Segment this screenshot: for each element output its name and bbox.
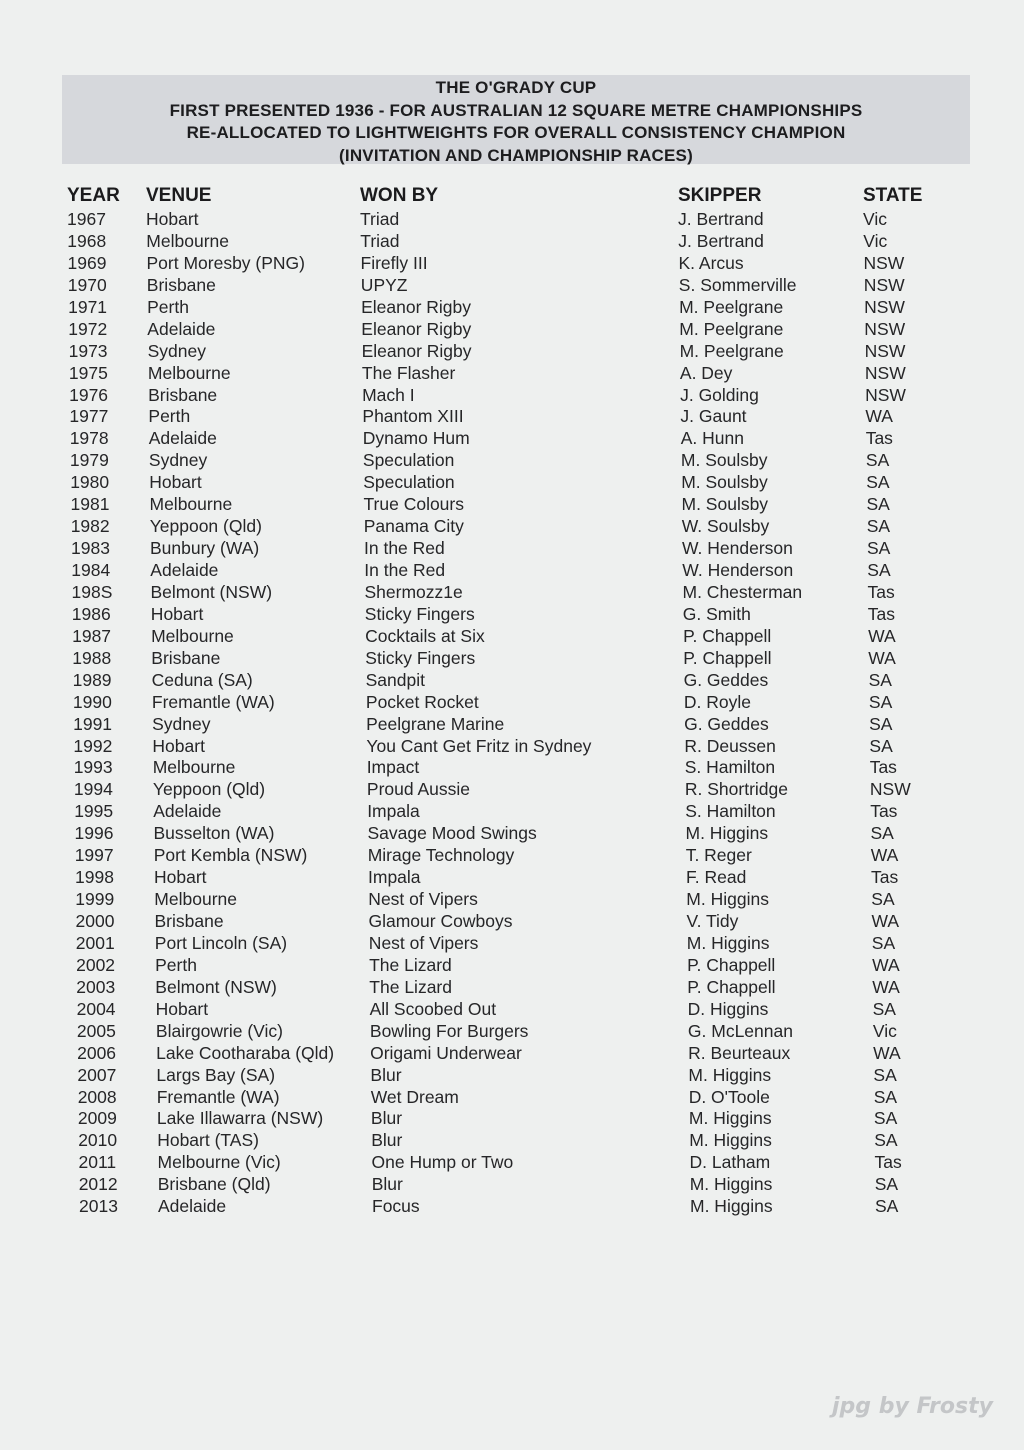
state-cell: Tas bbox=[871, 867, 899, 888]
venue-cell: Brisbane bbox=[146, 274, 216, 295]
won-by-cell: Firefly III bbox=[360, 252, 428, 273]
table-row bbox=[0, 1064, 1024, 1086]
year-cell: 1988 bbox=[72, 647, 112, 668]
venue-cell: Hobart bbox=[155, 998, 209, 1019]
won-by-cell: Savage Mood Swings bbox=[367, 823, 537, 844]
table-row bbox=[0, 362, 1024, 384]
state-cell: Vic bbox=[863, 230, 888, 251]
skipper-cell: M. Higgins bbox=[686, 889, 769, 910]
year-cell: 1980 bbox=[70, 472, 110, 493]
year-cell: 2000 bbox=[75, 911, 115, 931]
state-cell: NSW bbox=[864, 340, 906, 361]
won-by-cell: Mirage Technology bbox=[367, 845, 515, 866]
title-line-1: THE O'GRADY CUP bbox=[435, 78, 597, 97]
venue-cell: Perth bbox=[148, 406, 191, 427]
table-row bbox=[0, 647, 1024, 669]
state-cell: NSW bbox=[869, 779, 911, 800]
state-cell: SA bbox=[875, 1196, 899, 1217]
skipper-cell: P. Chappell bbox=[683, 625, 772, 646]
title-line-2: FIRST PRESENTED 1936 - FOR AUSTRALIAN 12 SQUARE METRE CHAMPIONSHIPS bbox=[169, 100, 863, 120]
skipper-cell: M. Chesterman bbox=[682, 581, 803, 602]
year-cell: 2010 bbox=[78, 1130, 118, 1151]
skipper-cell: M. Peelgrane bbox=[679, 296, 784, 317]
table-row bbox=[0, 998, 1024, 1020]
state-cell: Vic bbox=[863, 209, 887, 229]
table-row bbox=[0, 1086, 1024, 1108]
state-cell: SA bbox=[871, 889, 895, 910]
year-cell: 1981 bbox=[70, 494, 110, 515]
state-cell: WA bbox=[868, 647, 896, 668]
year-cell: 2008 bbox=[77, 1086, 117, 1107]
skipper-cell: M. Peelgrane bbox=[679, 340, 784, 361]
year-cell: 2003 bbox=[76, 976, 116, 997]
won-by-cell: Dynamo Hum bbox=[362, 428, 470, 449]
state-cell: WA bbox=[873, 1042, 901, 1063]
table-row bbox=[0, 427, 1024, 449]
year-cell: 1978 bbox=[69, 428, 109, 449]
won-by-cell: UPYZ bbox=[360, 274, 408, 295]
year-cell: 1987 bbox=[72, 625, 112, 646]
year-cell: 2011 bbox=[78, 1152, 117, 1173]
won-by-cell: Nest of Vipers bbox=[368, 889, 478, 910]
year-cell: 1969 bbox=[67, 252, 107, 273]
table-row bbox=[0, 932, 1024, 954]
won-by-cell: Cocktails at Six bbox=[365, 625, 485, 646]
skipper-cell: D. Royle bbox=[683, 691, 752, 712]
venue-cell: Melbourne bbox=[152, 757, 236, 778]
table-row bbox=[0, 822, 1024, 844]
skipper-cell: W. Henderson bbox=[682, 560, 794, 580]
table-row bbox=[0, 1129, 1024, 1151]
skipper-column-header: SKIPPER bbox=[678, 185, 762, 206]
skipper-cell: M. Higgins bbox=[689, 1174, 773, 1195]
table-row bbox=[0, 318, 1024, 340]
table-row bbox=[0, 559, 1024, 581]
state-cell: Tas bbox=[874, 1152, 902, 1173]
won-by-cell: Mach I bbox=[362, 384, 415, 405]
year-cell: 2001 bbox=[75, 932, 115, 953]
year-cell: 1970 bbox=[67, 274, 107, 295]
won-by-column-header: WON BY bbox=[360, 185, 439, 206]
year-cell: 1967 bbox=[67, 209, 106, 229]
venue-cell: Hobart bbox=[150, 603, 204, 624]
state-cell: WA bbox=[868, 625, 896, 646]
skipper-cell: M. Higgins bbox=[686, 932, 770, 953]
skipper-cell: R. Beurteaux bbox=[688, 1042, 791, 1063]
skipper-cell: R. Deussen bbox=[684, 735, 776, 756]
table-row bbox=[0, 1195, 1024, 1217]
state-cell: NSW bbox=[864, 296, 905, 317]
state-cell: WA bbox=[871, 911, 900, 931]
won-by-cell: Sticky Fingers bbox=[365, 647, 476, 668]
won-by-cell: Shermozz1e bbox=[364, 581, 463, 602]
year-cell: 1990 bbox=[72, 691, 112, 712]
year-cell: 1996 bbox=[74, 823, 114, 844]
venue-cell: Bunbury (WA) bbox=[150, 538, 260, 559]
won-by-cell: Focus bbox=[372, 1196, 420, 1217]
won-by-cell: Blur bbox=[371, 1130, 403, 1151]
state-cell: Tas bbox=[870, 801, 898, 822]
year-column-header: YEAR bbox=[67, 185, 120, 206]
won-by-cell: Blur bbox=[370, 1064, 402, 1085]
skipper-cell: P. Chappell bbox=[687, 976, 776, 997]
state-cell: Tas bbox=[867, 603, 896, 624]
table-row bbox=[0, 405, 1024, 427]
venue-cell: Lake Illawarra (NSW) bbox=[156, 1108, 324, 1129]
state-cell: SA bbox=[873, 1108, 898, 1129]
skipper-cell: W. Soulsby bbox=[681, 516, 770, 537]
venue-cell: Brisbane bbox=[148, 384, 218, 405]
table-row bbox=[0, 230, 1024, 252]
venue-cell: Melbourne bbox=[151, 625, 234, 646]
year-cell: 1991 bbox=[73, 713, 113, 734]
venue-cell: Melbourne bbox=[146, 230, 230, 251]
year-cell: 1992 bbox=[73, 735, 113, 756]
table-row bbox=[0, 603, 1024, 625]
won-by-cell: True Colours bbox=[363, 494, 464, 515]
year-cell: 1979 bbox=[69, 450, 109, 471]
skipper-cell: M. Higgins bbox=[688, 1108, 772, 1129]
venue-column-header: VENUE bbox=[146, 185, 212, 206]
table-row bbox=[0, 910, 1024, 932]
state-cell: Vic bbox=[872, 1020, 897, 1041]
year-cell: 1973 bbox=[68, 340, 108, 361]
venue-cell: Adelaide bbox=[148, 428, 217, 449]
state-cell: Tas bbox=[865, 428, 893, 449]
state-cell: SA bbox=[866, 516, 891, 537]
skipper-cell: P. Chappell bbox=[687, 954, 776, 975]
state-cell: WA bbox=[872, 976, 900, 997]
title-banner bbox=[62, 75, 970, 164]
state-cell: SA bbox=[868, 669, 892, 690]
table-row bbox=[0, 1107, 1024, 1129]
state-cell: NSW bbox=[865, 384, 906, 405]
won-by-cell: Eleanor Rigby bbox=[361, 296, 472, 317]
watermark: jpg by Frosty bbox=[832, 1394, 993, 1419]
won-by-cell: You Cant Get Fritz in Sydney bbox=[366, 735, 592, 756]
year-cell: 2006 bbox=[77, 1042, 117, 1063]
year-cell: 1975 bbox=[68, 362, 108, 383]
year-cell: 1989 bbox=[72, 669, 112, 690]
skipper-cell: J. Gaunt bbox=[680, 406, 747, 427]
won-by-cell: Glamour Cowboys bbox=[368, 911, 513, 931]
venue-cell: Brisbane bbox=[154, 911, 224, 931]
venue-cell: Yeppoon (Qld) bbox=[149, 516, 262, 537]
won-by-cell: Eleanor Rigby bbox=[361, 318, 472, 339]
won-by-cell: Sandpit bbox=[365, 669, 425, 690]
venue-cell: Largs Bay (SA) bbox=[156, 1064, 276, 1085]
venue-cell: Yeppoon (Qld) bbox=[152, 779, 266, 800]
skipper-cell: G. Geddes bbox=[683, 669, 769, 690]
venue-cell: Hobart (TAS) bbox=[157, 1130, 259, 1151]
venue-cell: Port Kembla (NSW) bbox=[153, 845, 308, 866]
state-cell: Tas bbox=[869, 757, 897, 778]
won-by-cell: The Lizard bbox=[369, 954, 452, 975]
state-cell: SA bbox=[866, 472, 890, 493]
skipper-cell: D. O'Toole bbox=[688, 1086, 770, 1107]
state-cell: SA bbox=[866, 494, 890, 515]
won-by-cell: Triad bbox=[360, 209, 400, 229]
venue-cell: Port Moresby (PNG) bbox=[146, 252, 305, 273]
venue-cell: Adelaide bbox=[150, 560, 219, 580]
won-by-cell: Wet Dream bbox=[370, 1086, 459, 1107]
table-row bbox=[0, 274, 1024, 296]
venue-cell: Hobart bbox=[152, 735, 205, 756]
won-by-cell: Speculation bbox=[363, 472, 455, 493]
venue-cell: Adelaide bbox=[153, 801, 222, 822]
won-by-cell: In the Red bbox=[364, 538, 445, 559]
year-cell: 1968 bbox=[67, 230, 107, 251]
skipper-cell: M. Higgins bbox=[689, 1130, 772, 1151]
year-cell: 1994 bbox=[73, 779, 113, 800]
won-by-cell: Pocket Rocket bbox=[365, 691, 479, 712]
title-line-4: (INVITATION AND CHAMPIONSHIP RACES) bbox=[339, 145, 693, 165]
venue-cell: Lake Cootharaba (Qld) bbox=[156, 1042, 335, 1063]
won-by-cell: Speculation bbox=[362, 450, 455, 471]
table-row bbox=[0, 384, 1024, 406]
state-cell: SA bbox=[865, 450, 890, 471]
table-row bbox=[0, 866, 1024, 888]
skipper-cell: D. Latham bbox=[689, 1152, 771, 1173]
venue-cell: Busselton (WA) bbox=[153, 823, 275, 844]
state-cell: SA bbox=[872, 998, 896, 1019]
table-row bbox=[0, 252, 1024, 274]
skipper-cell: G. Smith bbox=[682, 603, 751, 624]
venue-cell: Perth bbox=[147, 296, 189, 317]
year-cell: 2013 bbox=[79, 1196, 118, 1217]
venue-cell: Melbourne (Vic) bbox=[157, 1152, 281, 1173]
won-by-cell: The Lizard bbox=[369, 976, 452, 997]
skipper-cell: K. Arcus bbox=[678, 252, 744, 273]
skipper-cell: J. Bertrand bbox=[678, 209, 764, 229]
state-column-header: STATE bbox=[863, 185, 923, 206]
skipper-cell: T. Reger bbox=[685, 845, 752, 866]
table-row bbox=[0, 756, 1024, 778]
table-row bbox=[0, 340, 1024, 362]
table-row bbox=[0, 1020, 1024, 1042]
state-cell: SA bbox=[873, 1086, 898, 1107]
year-cell: 1993 bbox=[73, 757, 113, 778]
skipper-cell: M. Peelgrane bbox=[679, 318, 784, 339]
won-by-cell: Blur bbox=[370, 1108, 403, 1129]
state-cell: SA bbox=[874, 1130, 898, 1151]
won-by-cell: One Hump or Two bbox=[371, 1152, 514, 1173]
table-row bbox=[0, 625, 1024, 647]
table-row bbox=[0, 537, 1024, 559]
won-by-cell: Impact bbox=[366, 757, 420, 778]
table-row bbox=[0, 713, 1024, 735]
won-by-cell: Blur bbox=[371, 1174, 403, 1195]
table-row bbox=[0, 735, 1024, 757]
won-by-cell: Peelgrane Marine bbox=[366, 713, 505, 734]
venue-cell: Perth bbox=[155, 954, 197, 975]
year-cell: 1986 bbox=[71, 603, 111, 624]
table-row bbox=[0, 888, 1024, 910]
table-row bbox=[0, 778, 1024, 800]
year-cell: 1972 bbox=[68, 318, 108, 339]
venue-cell: Sydney bbox=[147, 340, 206, 361]
venue-cell: Belmont (NSW) bbox=[155, 976, 277, 997]
venue-cell: Melbourne bbox=[154, 889, 238, 910]
won-by-cell: In the Red bbox=[364, 560, 446, 580]
venue-cell: Fremantle (WA) bbox=[156, 1086, 280, 1107]
skipper-cell: G. Geddes bbox=[684, 713, 769, 734]
state-cell: NSW bbox=[863, 252, 905, 273]
won-by-cell: Phantom XIII bbox=[362, 406, 464, 427]
venue-cell: Hobart bbox=[146, 209, 199, 229]
year-cell: 2012 bbox=[78, 1174, 118, 1195]
skipper-cell: M. Soulsby bbox=[681, 472, 768, 493]
year-cell: 2007 bbox=[77, 1064, 117, 1085]
state-cell: SA bbox=[868, 691, 893, 712]
skipper-cell: J. Bertrand bbox=[678, 230, 764, 251]
year-cell: 2002 bbox=[76, 954, 116, 975]
won-by-cell: Impala bbox=[367, 801, 420, 822]
skipper-cell: W. Henderson bbox=[682, 538, 793, 559]
table-row bbox=[0, 471, 1024, 493]
won-by-cell: Origami Underwear bbox=[370, 1042, 522, 1063]
state-cell: SA bbox=[870, 823, 894, 844]
year-cell: 1983 bbox=[71, 538, 110, 559]
venue-cell: Adelaide bbox=[147, 318, 216, 339]
state-cell: SA bbox=[867, 560, 891, 580]
won-by-cell: All Scoobed Out bbox=[369, 998, 497, 1019]
skipper-cell: R. Shortridge bbox=[684, 779, 789, 800]
venue-cell: Melbourne bbox=[149, 494, 233, 515]
skipper-cell: A. Dey bbox=[679, 362, 733, 383]
state-cell: SA bbox=[869, 713, 893, 734]
venue-cell: Port Lincoln (SA) bbox=[154, 932, 288, 953]
won-by-cell: Impala bbox=[368, 867, 421, 888]
table-row bbox=[0, 1173, 1024, 1195]
state-cell: Tas bbox=[867, 581, 895, 602]
venue-cell: Hobart bbox=[154, 867, 207, 888]
skipper-cell: M. Higgins bbox=[688, 1064, 772, 1085]
year-cell: 2009 bbox=[77, 1108, 117, 1129]
year-cell: 1998 bbox=[75, 867, 114, 888]
state-cell: SA bbox=[874, 1174, 899, 1195]
results-table bbox=[0, 208, 1024, 1217]
won-by-cell: Panama City bbox=[363, 516, 464, 537]
table-row bbox=[0, 669, 1024, 691]
state-cell: WA bbox=[872, 954, 900, 975]
venue-cell: Blairgowrie (Vic) bbox=[155, 1020, 283, 1041]
table-row bbox=[0, 449, 1024, 471]
state-cell: SA bbox=[871, 932, 896, 953]
table-row bbox=[0, 296, 1024, 318]
venue-cell: Hobart bbox=[149, 472, 202, 493]
year-cell: 1976 bbox=[69, 384, 109, 405]
won-by-cell: Bowling For Burgers bbox=[369, 1020, 529, 1041]
year-cell: 2005 bbox=[76, 1020, 116, 1041]
venue-cell: Sydney bbox=[148, 450, 208, 471]
skipper-cell: G. McLennan bbox=[687, 1020, 793, 1041]
skipper-cell: M. Soulsby bbox=[680, 450, 768, 471]
table-row bbox=[0, 493, 1024, 515]
skipper-cell: S. Sommerville bbox=[678, 274, 797, 295]
skipper-cell: A. Hunn bbox=[680, 428, 744, 449]
state-cell: WA bbox=[865, 406, 893, 427]
state-cell: WA bbox=[870, 845, 899, 866]
venue-cell: Sydney bbox=[152, 713, 211, 734]
table-row bbox=[0, 208, 1024, 230]
year-cell: 1999 bbox=[75, 889, 115, 910]
skipper-cell: S. Hamilton bbox=[684, 757, 776, 778]
year-cell: 1977 bbox=[69, 406, 109, 427]
venue-cell: Adelaide bbox=[158, 1196, 227, 1217]
table-row bbox=[0, 954, 1024, 976]
state-cell: SA bbox=[867, 538, 891, 559]
venue-cell: Brisbane (Qld) bbox=[157, 1174, 271, 1195]
table-row bbox=[0, 1151, 1024, 1173]
venue-cell: Ceduna (SA) bbox=[151, 669, 253, 690]
state-cell: NSW bbox=[864, 318, 906, 339]
skipper-cell: F. Read bbox=[686, 867, 747, 888]
won-by-cell: Proud Aussie bbox=[366, 779, 471, 800]
year-cell: 198S bbox=[71, 581, 113, 602]
skipper-cell: J. Golding bbox=[680, 384, 759, 405]
venue-cell: Melbourne bbox=[147, 362, 231, 383]
won-by-cell: The Flasher bbox=[361, 362, 456, 383]
skipper-cell: V. Tidy bbox=[686, 911, 739, 931]
skipper-cell: S. Hamilton bbox=[685, 801, 776, 822]
table-row bbox=[0, 515, 1024, 537]
skipper-cell: D. Higgins bbox=[687, 998, 769, 1019]
won-by-cell: Sticky Fingers bbox=[364, 603, 475, 624]
won-by-cell: Eleanor Rigby bbox=[361, 340, 472, 361]
year-cell: 1984 bbox=[71, 560, 111, 580]
won-by-cell: Triad bbox=[360, 230, 400, 251]
venue-cell: Belmont (NSW) bbox=[150, 581, 273, 602]
state-cell: NSW bbox=[863, 274, 905, 295]
year-cell: 1995 bbox=[74, 801, 114, 822]
venue-cell: Brisbane bbox=[151, 647, 221, 668]
table-row bbox=[0, 976, 1024, 998]
skipper-cell: M. Higgins bbox=[690, 1196, 773, 1217]
table-row bbox=[0, 691, 1024, 713]
venue-cell: Fremantle (WA) bbox=[151, 691, 275, 712]
won-by-cell: Nest of Vipers bbox=[368, 932, 479, 953]
skipper-cell: M. Soulsby bbox=[681, 494, 769, 515]
state-cell: NSW bbox=[864, 362, 906, 383]
table-header bbox=[0, 185, 1024, 209]
year-cell: 1997 bbox=[74, 845, 114, 866]
title-line-3: RE-ALLOCATED TO LIGHTWEIGHTS FOR OVERALL CONSISTENCY CHAMPION bbox=[186, 123, 846, 142]
state-cell: SA bbox=[873, 1064, 897, 1085]
table-row bbox=[0, 844, 1024, 866]
skipper-cell: M. Higgins bbox=[685, 823, 769, 844]
table-row bbox=[0, 1042, 1024, 1064]
state-cell: SA bbox=[869, 735, 893, 756]
table-row bbox=[0, 581, 1024, 603]
year-cell: 2004 bbox=[76, 998, 116, 1019]
year-cell: 1982 bbox=[70, 516, 110, 537]
year-cell: 1971 bbox=[68, 296, 108, 317]
table-row bbox=[0, 800, 1024, 822]
skipper-cell: P. Chappell bbox=[683, 647, 772, 668]
